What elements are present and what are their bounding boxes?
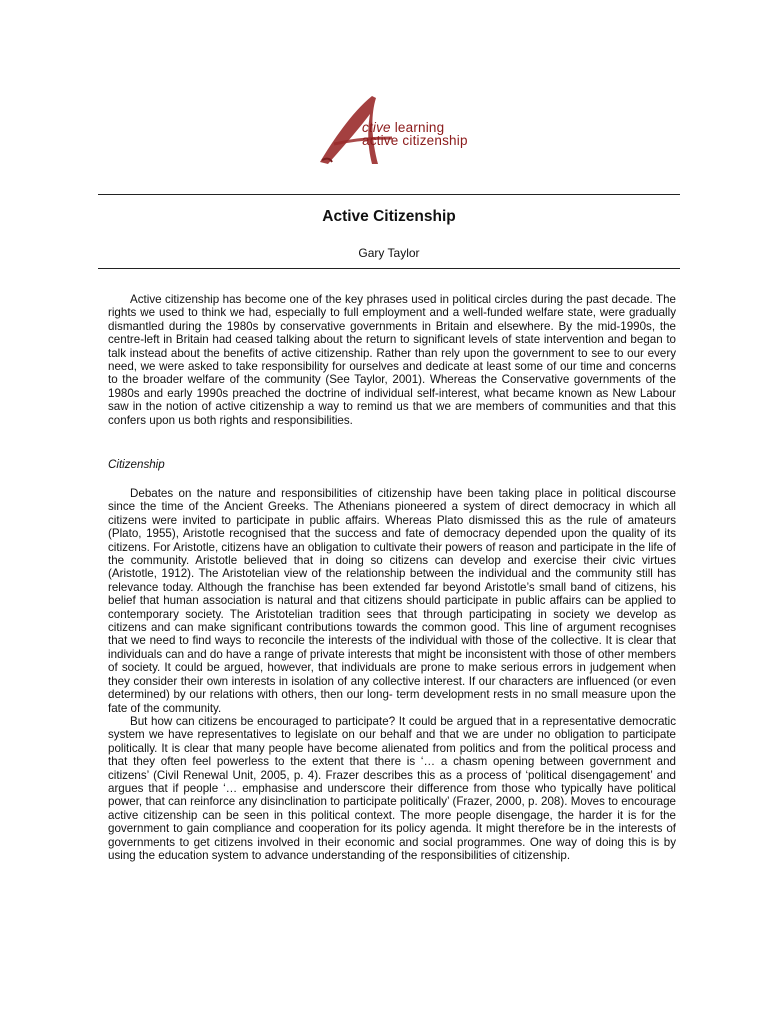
top-rule bbox=[98, 194, 680, 195]
document-title: Active Citizenship bbox=[322, 208, 456, 225]
intro-paragraph: Active citizenship has become one of the key phrases used in political circles during the past decade. The rights we used to think we had, especially to full employment and a well-funded welfare state, were gradually dismantled during the 1980s by conservative governments in Britain and elsewhere. By the mid-1990s, the centre-left in Britain had ceased talking about the return to significant levels of state intervention and began to talk instead about the benefits of active citizenship. Rather than rely upon the government to see to our every need, we were asked to take responsibility for ourselves and dedicate at least some of our time and concerns to the broader welfare of the community (See Taylor, 2001). Whereas the Conservative governments of the 1980s and early 1990s preached the doctrine of individual self-interest, what became known as New Labour saw in the notion of active citizenship a way to remind us that we are members of communities and that this confers upon us both rights and responsibilities. bbox=[108, 293, 676, 427]
section-paragraph-2: But how can citizens be encouraged to participate? It could be argued that in a representative democratic system we have representatives to legislate on our behalf and that we are under no obligation to participate politically. It is clear that many people have become alienated from politics and from the political process and that they often feel powerless to the extent that there is ‘… a chasm opening between government and citizens’ (Civil Renewal Unit, 2005, p. 4). Frazer describes this as a process of ‘political disengagement’ and argues that if people ‘… emphasise and underscore their difference from those who typically have political power, that can reinforce any disinclination to participate politically’ (Frazer, 2000, p. 208). Moves to encourage active citizenship can be seen in this political context. The more people disengage, the harder it is for the government to gain compliance and cooperation for its policy agenda. It might therefore be in the interests of governments to get citizens involved in their economic and social programmes. One way of doing this is by using the education system to advance understanding of the responsibilities of citizenship. bbox=[108, 714, 676, 862]
logo bbox=[312, 92, 482, 170]
logo-line-1-em: ctive bbox=[362, 120, 391, 135]
section-heading: Citizenship bbox=[108, 458, 165, 471]
section-paragraph-1: Debates on the nature and responsibilities of citizenship have been taking place in political discourse since the time of the Ancient Greeks. The Athenians pioneered a system of direct democracy in which all citizens were invited to participate in public affairs. Whereas Plato dismissed this as the rule of amateurs (Plato, 1955), Aristotle recognised that the success and fate of democracy depended upon the quality of its citizens. For Aristotle, citizens have an obligation to cultivate their powers of reason and participate in the life of the community. Aristotle believed that in doing so citizens can develop and exercise their civic virtues (Aristotle, 1912). The Aristotelian view of the relationship between the individual and the community still has relevance today. Although the franchise has been extended far beyond Aristotle’s small band of citizens, his belief that human association is natural and that citizens should participate in public affairs can be applied to contemporary society. The Aristotelian tradition sees that through participating in society we develop as citizens and can make significant contributions towards the common good. This line of argument recognises that we need to find ways to reconcile the interests of the individual with those of the collective. It is clear that individuals can and do have a range of private interests that might be inconsistent with those of other members of society. It could be argued, however, that individuals are prone to make serious errors in judgement when they consider their own interests in isolation of any collective interest. If our characters are influenced (or even determined) by our relations with others, then our long- term development rests in no small measure upon the fate of the community. bbox=[108, 487, 676, 715]
citizenship-section bbox=[108, 487, 676, 862]
logo-line-2: active citizenship bbox=[362, 133, 468, 148]
header-bottom-rule bbox=[98, 268, 680, 269]
logo-line-1-rest: learning bbox=[390, 120, 445, 135]
author: Gary Taylor bbox=[358, 246, 420, 260]
intro-section bbox=[108, 293, 676, 427]
